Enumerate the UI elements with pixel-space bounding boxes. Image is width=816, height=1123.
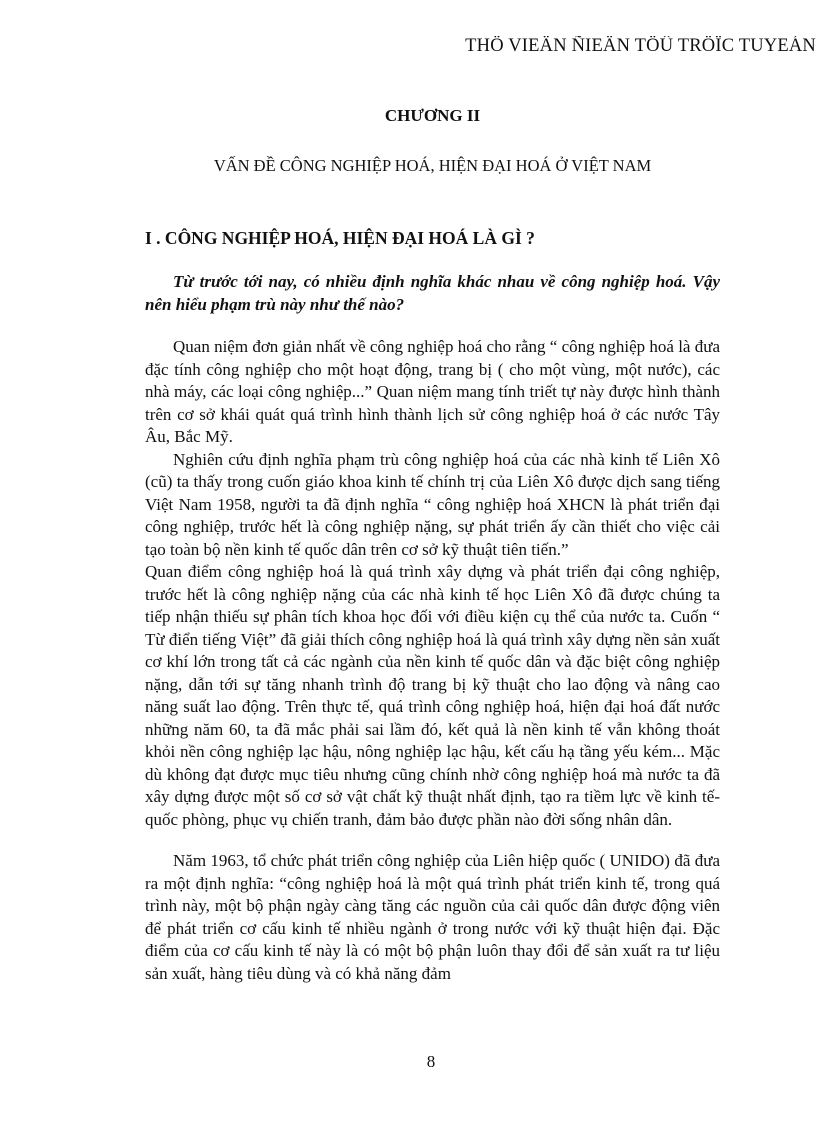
section-question: Từ trước tới nay, có nhiều định nghĩa khác nhau về công nghiệp hoá. Vậy nên hiểu phạm trù này như thế nào? (145, 272, 720, 314)
section-heading: I . CÔNG NGHIỆP HOÁ, HIỆN ĐẠI HOÁ LÀ GÌ ? (145, 228, 535, 248)
paragraph-1: Quan niệm đơn giản nhất về công nghiệp hoá cho rằng “ công nghiệp hoá là đưa đặc tính công nghiệp cho một hoạt động, trang bị ( cho một vùng, một nước), các nhà máy, các loại công nghiệp...” Quan niệm mang tính triết tự này được hình thành trên cơ sở khái quát quá trình hình thành lịch sử công nghiệp hoá ở các nước Tây Âu, Bắc Mỹ. (145, 337, 720, 446)
paragraph-3: Quan điểm công nghiệp hoá là quá trình xây dựng và phát triển đại công nghiệp, trước hết là công nghiệp nặng của các nhà kinh tế học Liên Xô đã được chúng ta tiếp nhận thiếu sự phân tích khoa học đối với điều kiện cụ thể của nước ta. Cuốn “ Từ điển tiếng Việt” đã giải thích công nghiệp hoá là quá trình xây dựng nền sản xuất cơ khí lớn trong tất cả các ngành của nền kinh tế quốc dân và đặc biệt công nghiệp nặng, dẫn tới sự tăng nhanh trình độ trang bị kỹ thuật cho lao động và nâng cao năng suất lao động. Trên thực tế, quá trình công nghiệp hoá, hiện đại hoá đất nước những năm 60, ta đã mắc phải sai lầm đó, kết quả là nền kinh tế vẫn không thoát khỏi nền công nghiệp lạc hậu, nông nghiệp lạc hậu, kết cấu hạ tầng yếu kém... Mặc dù không đạt được mục tiêu nhưng cũng chính nhờ công nghiệp hoá mà nước ta đã xây dựng được một số cơ sở vật chất kỹ thuật nhất định, tạo ra tiềm lực về kinh tế-quốc phòng, phục vụ chiến tranh, đảm bảo được phần nào đời sống nhân dân. (145, 562, 720, 829)
paragraph-4: Năm 1963, tổ chức phát triển công nghiệp của Liên hiệp quốc ( UNIDO) đã đưa ra một định nghĩa: “công nghiệp hoá là một quá trình phát triển kinh tế, trong quá trình này, một bộ phận ngày càng tăng các nguồn của cải quốc dân được động viên để phát triển cơ cấu kinh tế nhiều ngành ở trong nước với kỹ thuật hiện đại. Đặc điểm của cơ cấu kinh tế này là có một bộ phận luôn thay đổi để sản xuất ra tư liệu sản xuất, hàng tiêu dùng và có khả năng đảm (145, 851, 720, 983)
chapter-title: CHƯƠNG II (384, 106, 481, 125)
page-number: 8 (426, 1052, 436, 1071)
page-header: THÖ VIEÄN ÑIEÄN TÖÛ TRÖÏC TUYEÁN (465, 36, 816, 56)
chapter-subtitle: VẤN ĐỀ CÔNG NGHIỆP HOÁ, HIỆN ĐẠI HOÁ Ở VIỆT NAM (213, 156, 652, 175)
document-body (145, 100, 720, 985)
paragraph-2: Nghiên cứu định nghĩa phạm trù công nghiệp hoá của các nhà kinh tế Liên Xô (cũ) ta thấy trong cuốn giáo khoa kinh tế chính trị của Liên Xô được dịch sang tiếng Việt Nam 1958, người ta đã định nghĩa “ công nghiệp hoá XHCN là phát triển đại công nghiệp, trước hết là công nghiệp nặng, sự phát triển ấy cần thiết cho việc cải tạo toàn bộ nền kinh tế quốc dân trên cơ sở kỹ thuật tiên tiến.” (145, 449, 720, 559)
